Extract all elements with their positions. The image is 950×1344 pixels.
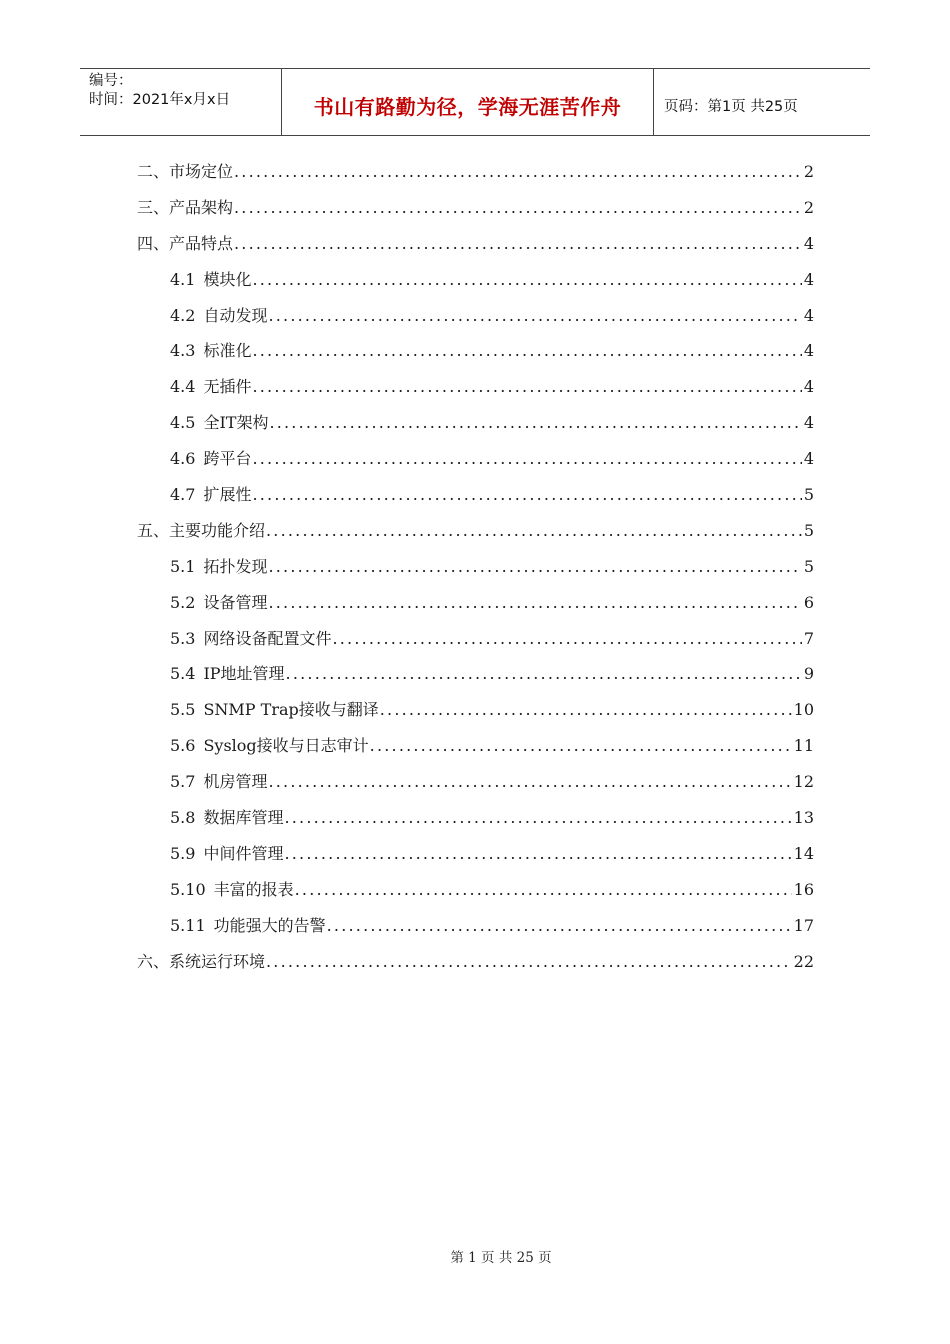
toc-entry-number: 4.7: [170, 485, 196, 505]
toc-entry-title: IP地址管理: [203, 664, 285, 684]
toc-entry-number: 5.6: [170, 736, 196, 756]
document-header: [80, 68, 870, 136]
toc-entry[interactable]: [137, 226, 814, 262]
toc-dot-leader: [327, 908, 792, 944]
toc-entry[interactable]: [137, 405, 814, 441]
toc-entry[interactable]: [137, 764, 814, 800]
toc-dot-leader: [266, 513, 802, 549]
toc-entry-title: SNMP Trap接收与翻译: [203, 700, 379, 720]
toc-entry[interactable]: [137, 621, 814, 657]
toc-dot-leader: [252, 369, 801, 405]
toc-dot-leader: [252, 333, 801, 369]
toc-entry-page: 7: [803, 628, 814, 648]
toc-entry-title: 三、产品架构: [137, 197, 234, 217]
toc-entry-number: 5.9: [170, 843, 196, 863]
toc-entry[interactable]: [137, 333, 814, 369]
toc-entry[interactable]: [137, 585, 814, 621]
toc-dot-leader: [252, 262, 801, 298]
toc-entry[interactable]: [137, 836, 814, 872]
toc-entry[interactable]: [137, 908, 814, 944]
toc-entry[interactable]: [137, 190, 814, 226]
toc-entry-page: 4: [803, 377, 814, 397]
toc-entry-page: 9: [803, 664, 814, 684]
toc-entry[interactable]: [137, 872, 814, 908]
toc-entry-page: 4: [803, 305, 814, 325]
toc-entry[interactable]: [137, 477, 814, 513]
toc-dot-leader: [286, 656, 802, 692]
toc-entry-title: 丰富的报表: [213, 879, 294, 899]
toc-entry[interactable]: [137, 154, 814, 190]
toc-entry-number: 5.1: [170, 556, 196, 576]
toc-dot-leader: [234, 154, 802, 190]
toc-dot-leader: [268, 585, 801, 621]
toc-entry-number: 5.3: [170, 628, 196, 648]
toc-entry-page: 14: [793, 843, 814, 863]
toc-dot-leader: [234, 226, 802, 262]
toc-entry[interactable]: [137, 298, 814, 334]
toc-entry-page: 6: [803, 592, 814, 612]
toc-dot-leader: [284, 800, 791, 836]
toc-entry-page: 16: [793, 879, 814, 899]
toc-entry-title: 中间件管理: [203, 843, 284, 863]
toc-dot-leader: [295, 872, 792, 908]
document-number-label: 编号：: [89, 73, 133, 89]
toc-entry-number: 4.2: [170, 305, 196, 325]
toc-entry-number: 4.4: [170, 377, 196, 397]
toc-dot-leader: [269, 405, 801, 441]
toc-entry-number: 4.5: [170, 413, 196, 433]
toc-entry-title: 模块化: [203, 269, 252, 289]
toc-dot-leader: [234, 190, 802, 226]
toc-dot-leader: [380, 692, 792, 728]
toc-entry-page: 11: [793, 736, 814, 756]
toc-dot-leader: [252, 477, 801, 513]
toc-entry-title: 标准化: [203, 341, 252, 361]
table-of-contents: [137, 154, 814, 979]
toc-dot-leader: [284, 836, 791, 872]
toc-entry-page: 10: [793, 700, 814, 720]
toc-dot-leader: [268, 298, 801, 334]
toc-entry-title: 机房管理: [203, 772, 268, 792]
toc-entry-page: 4: [803, 269, 814, 289]
header-motto: 书山有路勤为径，学海无涯苦作舟: [282, 69, 654, 135]
toc-entry[interactable]: [137, 441, 814, 477]
toc-entry[interactable]: [137, 369, 814, 405]
toc-entry-title: 二、市场定位: [137, 162, 234, 181]
toc-entry-page: 2: [803, 162, 814, 181]
toc-entry-page: 5: [803, 485, 814, 505]
toc-entry-number: 5.4: [170, 664, 196, 684]
toc-entry-page: 12: [793, 772, 814, 792]
toc-entry-title: 跨平台: [203, 449, 252, 469]
toc-entry-title: 六、系统运行环境: [137, 951, 266, 971]
toc-entry-number: 4.1: [170, 269, 196, 289]
toc-entry[interactable]: [137, 656, 814, 692]
toc-dot-leader: [268, 764, 791, 800]
toc-entry-title: 设备管理: [203, 592, 268, 612]
toc-entry-page: 22: [793, 951, 814, 971]
toc-entry-title: Syslog接收与日志审计: [203, 736, 369, 756]
toc-entry-title: 四、产品特点: [137, 233, 234, 253]
toc-entry[interactable]: [137, 692, 814, 728]
toc-entry-number: 5.5: [170, 700, 196, 720]
toc-dot-leader: [266, 944, 792, 980]
toc-dot-leader: [332, 621, 801, 657]
toc-entry-number: 5.7: [170, 772, 196, 792]
toc-entry-title: 网络设备配置文件: [203, 628, 332, 648]
toc-entry-page: 5: [803, 520, 814, 540]
toc-entry-number: 5.8: [170, 808, 196, 828]
toc-entry-page: 4: [803, 413, 814, 433]
toc-entry-number: 5.11: [170, 915, 206, 935]
toc-entry-title: 全IT架构: [203, 413, 269, 433]
toc-entry-page: 4: [803, 341, 814, 361]
toc-dot-leader: [268, 549, 801, 585]
toc-entry-number: 5.10: [170, 879, 206, 899]
toc-entry[interactable]: [137, 800, 814, 836]
toc-entry-title: 无插件: [203, 377, 252, 397]
toc-entry-title: 自动发现: [203, 305, 268, 325]
toc-entry-page: 4: [803, 233, 814, 253]
toc-entry[interactable]: [137, 944, 814, 980]
toc-entry[interactable]: [137, 728, 814, 764]
toc-entry-page: 4: [803, 449, 814, 469]
header-meta: [80, 69, 282, 135]
toc-entry[interactable]: [137, 549, 814, 585]
toc-entry-page: 5: [803, 556, 814, 576]
page-footer: 第 1 页 共 25 页: [450, 1250, 552, 1266]
toc-dot-leader: [252, 441, 801, 477]
header-page-info: 页码：第1页 共25页: [664, 98, 798, 115]
toc-entry-page: 17: [793, 915, 814, 935]
document-date: 时间：2021年x月x日: [89, 92, 231, 108]
toc-entry-title: 功能强大的告警: [213, 915, 326, 935]
toc-entry-title: 数据库管理: [203, 808, 284, 828]
toc-entry-title: 五、主要功能介绍: [137, 520, 266, 540]
toc-entry-title: 扩展性: [203, 485, 252, 505]
toc-dot-leader: [370, 728, 792, 764]
toc-entry-number: 4.3: [170, 341, 196, 361]
toc-entry[interactable]: [137, 513, 814, 549]
toc-entry-number: 4.6: [170, 449, 196, 469]
toc-entry-title: 拓扑发现: [203, 556, 268, 576]
toc-entry-number: 5.2: [170, 592, 196, 612]
toc-entry-page: 13: [793, 808, 814, 828]
toc-entry[interactable]: [137, 262, 814, 298]
toc-entry-page: 2: [803, 197, 814, 217]
